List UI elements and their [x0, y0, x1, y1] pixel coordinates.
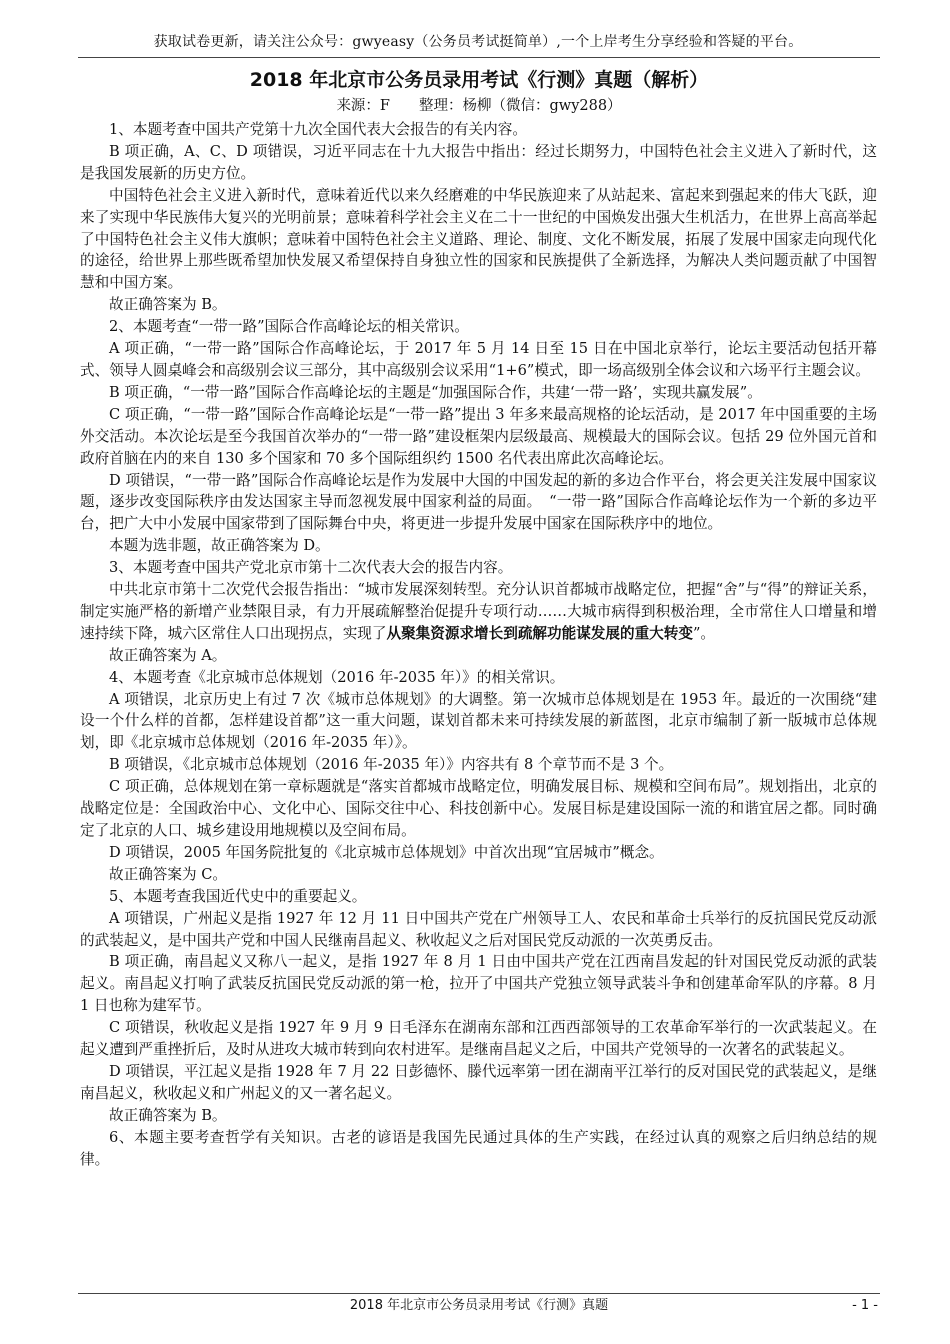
paragraph: C 项正确，总体规划在第一章标题就是“落实首都城市战略定位，明确发展目标、规模和空间布局”。规划指出，北京的战略定位是：全国政治中心、文化中心、国际交往中心、科技创新中心。发展目标是建设国际一流的和谐宜居之都。同时确定了北京的人口、城乡建设用地规模以及空间布局。	[80, 778, 877, 839]
paragraph: D 项错误，“一带一路”国际合作高峰论坛是作为发展中大国的中国发起的新的多边合作平台，将会更关注发展中国家议题，逐步改变国际秩序由发达国家主导而忽视发展中国家利益的局面。 “一带一路”国际合作高峰论坛作为一个新的多边平台，把广大中小发展中国家带到了国际舞台中央，将更进一步提升发展中国家在国际秩序中的地位。	[80, 471, 877, 533]
paragraph: A 项错误，北京历史上有过 7 次《城市总体规划》的大调整。第一次城市总体规划是在 1953 年。最近的一次围绕“建设一个什么样的首都，怎样建设首都”这一重大问题，谋划首都未来可持续发展的新蓝图，北京市编制了新一版城市总体规划，即《北京城市总体规划（2016 年-2035 年）》。	[80, 690, 877, 752]
paragraph-q3-report	[80, 579, 877, 645]
paragraph: 2、本题考查“一带一路”国际合作高峰论坛的相关常识。	[109, 318, 469, 336]
paragraph: C 项错误，秋收起义是指 1927 年 9 月 9 日毛泽东在湖南东部和江西西部领导的工农革命军举行的一次武装起义。在起义遭到严重挫折后，及时从进攻大城市转到向农村进军。是继南昌起义之后，中国共产党领导的一次著名的武装起义。	[80, 1019, 877, 1059]
bold-emphasis: 从聚集资源求增长到疏解功能谋发展的重大转变	[386, 624, 693, 642]
paragraph: D 项错误，平江起义是指 1928 年 7 月 22 日彭德怀、滕代远率第一团在湖南平江举行的反对国民党的武装起义，是继南昌起义，秋收起义和广州起义的又一著名起义。	[80, 1062, 877, 1102]
paragraph: 6、本题主要考查哲学有关知识。古老的谚语是我国先民通过具体的生产实践，在经过认真的观察之后归纳总结的规律。	[80, 1128, 877, 1168]
page-title: 2018 年北京市公务员录用考试《行测》真题（解析）	[249, 69, 709, 91]
paragraph: C 项正确，“一带一路”国际合作高峰论坛是“一带一路”提出 3 年多来最高规格的论坛活动，是 2017 年中国重要的主场外交活动。本次论坛是至今我国首次举办的“一带一路”建设框架内层级最高、规模最大的国际会议。包括 29 位外国元首和政府首脑在内的来自 130 多个国家和 70 多个国际组织约 1500 名代表出席此次高峰论坛。	[80, 405, 877, 467]
paragraph: 故正确答案为 B。	[109, 296, 227, 314]
paragraph: B 项正确，A、C、D 项错误，习近平同志在十九大报告中指出：经过长期努力，中国特色社会主义进入了新时代，这是我国发展新的历史方位。	[80, 142, 877, 182]
paragraph-tail: ”。	[692, 624, 716, 642]
header-divider	[78, 57, 880, 58]
paragraph: 1、本题考查中国共产党第十九次全国代表大会报告的有关内容。	[109, 121, 527, 138]
paragraph: 3、本题考查中国共产党北京市第十二次代表大会的报告内容。	[109, 559, 513, 577]
paragraph: 故正确答案为 B。	[109, 1106, 227, 1124]
paragraph: A 项正确，“一带一路”国际合作高峰论坛，于 2017 年 5 月 14 日至 15 日在中国北京举行，论坛主要活动包括开幕式、领导人圆桌峰会和高级别会议三部分，其中高级别会议采用“1+6”模式，即一场高级别全体会议和六场平行主题会议。	[80, 340, 877, 379]
paragraph-text: 中共北京市第十二次党代会报告指出：“城市发展深刻转型。充分认识首都城市战略定位，把握“舍”与“得”的辩证关系，制定实施严格的新增产业禁限目录，有力开展疏解整治促提升专项行动……大城市病得到积极治理，全市常住人口增量和增速持续下降，城六区常住人口出现拐点，实现了	[80, 581, 877, 642]
header-notice: 获取试卷更新，请关注公众号：gwyeasy（公务员考试挺简单）,一个上岸考生分享经验和答疑的平台。	[153, 34, 803, 50]
page-number: - 1 -	[852, 1298, 878, 1313]
paragraph: A 项错误，广州起义是指 1927 年 12 月 11 日中国共产党在广州领导工人、农民和革命士兵举行的反抗国民党反动派的武装起义，是中国共产党和中国人民继南昌起义、秋收起义之后对国民党反动派的一次英勇反击。	[80, 909, 877, 949]
paragraph: 4、本题考查《北京城市总体规划（2016 年-2035 年）》的相关常识。	[109, 668, 565, 686]
document-body	[80, 119, 877, 1171]
paragraph: 本题为选非题，故正确答案为 D。	[109, 537, 330, 555]
footer-title: 2018 年北京市公务员录用考试《行测》真题	[349, 1298, 609, 1313]
paragraph: B 项正确，南昌起义又称八一起义，是指 1927 年 8 月 1 日由中国共产党在江西南昌发起的针对国民党反动派的武装起义。南昌起义打响了武装反抗国民党反动派的第一枪，拉开了中国共产党独立领导武装斗争和创建革命军队的序幕。8 月 1 日也称为建军节。	[80, 953, 877, 1015]
paragraph: B 项正确，“一带一路”国际合作高峰论坛的主题是“加强国际合作，共建‘一带一路’，实现共赢发展”。	[109, 383, 762, 401]
paragraph: 5、本题考查我国近代史中的重要起义。	[109, 887, 367, 905]
paragraph: B 项错误，《北京城市总体规划（2016 年-2035 年）》内容共有 8 个章节而不是 3 个。	[109, 756, 674, 774]
byline: 来源：F 整理：杨柳（微信：gwy288）	[336, 98, 622, 114]
paragraph: D 项错误，2005 年国务院批复的《北京城市总体规划》中首次出现“宜居城市”概念。	[109, 843, 664, 861]
paragraph: 故正确答案为 A。	[109, 646, 227, 664]
paragraph: 故正确答案为 C。	[109, 865, 227, 883]
paragraph: 中国特色社会主义进入新时代，意味着近代以来久经磨难的中华民族迎来了从站起来、富起来到强起来的伟大飞跃，迎来了实现中华民族伟大复兴的光明前景；意味着科学社会主义在二十一世纪的中国焕发出强大生机活力，在世界上高高举起了中国特色社会主义伟大旗帜；意味着中国特色社会主义道路、理论、制度、文化不断发展，拓展了发展中国家走向现代化的途径，给世界上那些既希望加快发展又希望保持自身独立性的国家和民族提供了全新选择，为解决人类问题贡献了中国智慧和中国方案。	[80, 186, 877, 292]
footer-divider	[78, 1293, 880, 1294]
